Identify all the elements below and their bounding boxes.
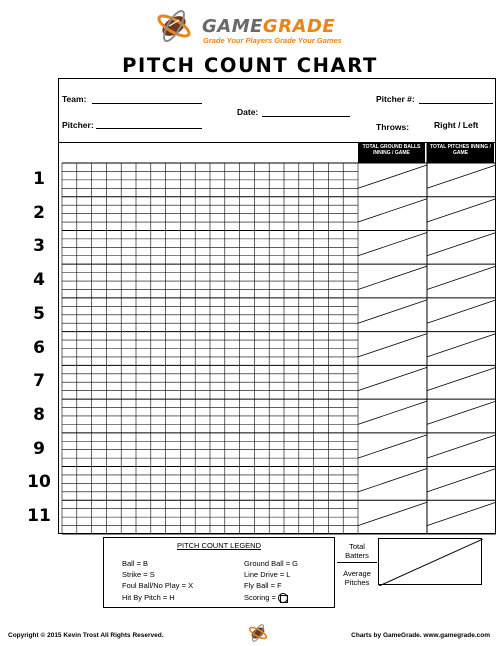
ground-balls-diagonal (358, 165, 427, 188)
legend-fly-ball: Fly Ball = F (244, 581, 282, 590)
pitches-diagonal (427, 401, 496, 424)
average-pitches-label: Average Pitches (343, 569, 371, 587)
ground-balls-diagonal (358, 367, 427, 390)
footer-logo-icon (247, 622, 269, 644)
inning-number: 11 (27, 506, 51, 527)
legend-scoring-label: Scoring = (244, 593, 276, 602)
ground-balls-diagonal (358, 266, 427, 289)
team-label: Team: (62, 94, 87, 104)
totals-box[interactable] (378, 538, 482, 585)
ground-balls-diagonal (358, 401, 427, 424)
throws-label: Throws: (376, 122, 410, 132)
brand-tagline: Grade Your Players Grade Your Games (203, 36, 342, 45)
ground-balls-diagonal (358, 469, 427, 492)
copyright-text: Copyright © 2015 Kevin Trost All Rights Reserved. (8, 632, 164, 639)
inning-number: 10 (27, 472, 51, 493)
scoring-symbol-icon (278, 593, 288, 603)
pitcher-number-label: Pitcher #: (376, 94, 415, 104)
pitches-diagonal (427, 469, 496, 492)
legend-ball: Ball = B (122, 559, 149, 568)
inning-number: 3 (33, 236, 45, 257)
pitches-diagonal (427, 165, 496, 188)
pitches-diagonal (427, 199, 496, 222)
ground-balls-diagonal (358, 199, 427, 222)
legend-ground-ball: Ground Ball = G (244, 559, 298, 568)
brand-name-part1: GAME (202, 16, 263, 37)
legend-strike: Strike = S (122, 570, 155, 579)
pitches-diagonal (427, 367, 496, 390)
inning-number: 6 (33, 337, 45, 358)
throws-value[interactable]: Right / Left (434, 120, 479, 130)
pitcher-label: Pitcher: (62, 120, 94, 130)
pitch-count-legend (103, 537, 335, 608)
inning-number: 2 (33, 202, 45, 223)
ground-balls-diagonal (358, 435, 427, 458)
pitches-diagonal (427, 266, 496, 289)
totals-labels (337, 542, 377, 587)
inning-number: 4 (33, 270, 45, 291)
pitches-diagonal (427, 334, 496, 357)
legend-scoring (244, 593, 288, 603)
legend-title: PITCH COUNT LEGEND (176, 541, 262, 550)
inning-number: 9 (33, 438, 45, 459)
date-label: Date: (237, 107, 259, 117)
legend-line-drive: Line Drive = L (244, 570, 291, 579)
ground-balls-header: TOTAL GROUND BALLS INNING / GAME (358, 143, 425, 163)
ground-balls-diagonal (358, 232, 427, 255)
inning-number: 1 (33, 168, 45, 189)
credit-text: Charts by GameGrade. www.gamegrade.com (351, 632, 490, 639)
ground-balls-diagonal (358, 502, 427, 525)
pitches-diagonal (427, 435, 496, 458)
ground-balls-diagonal (358, 300, 427, 323)
inning-number: 5 (33, 303, 45, 324)
ground-balls-diagonal (358, 334, 427, 357)
pitches-diagonal (427, 232, 496, 255)
legend-foul-ball: Foul Ball/No Play = X (122, 581, 194, 590)
page-title: PITCH COUNT CHART (122, 54, 378, 77)
legend-hit-by-pitch: Hit By Pitch = H (122, 593, 175, 602)
brand-name-part2: GRADE (262, 16, 336, 37)
total-batters-label: Total Batters (337, 542, 377, 563)
pitches-header: TOTAL PITCHES INNING / GAME (427, 143, 494, 163)
inning-number: 7 (33, 371, 45, 392)
totals-diagonal (379, 539, 483, 586)
pitches-diagonal (427, 502, 496, 525)
pitches-diagonal (427, 300, 496, 323)
inning-number: 8 (33, 404, 45, 425)
